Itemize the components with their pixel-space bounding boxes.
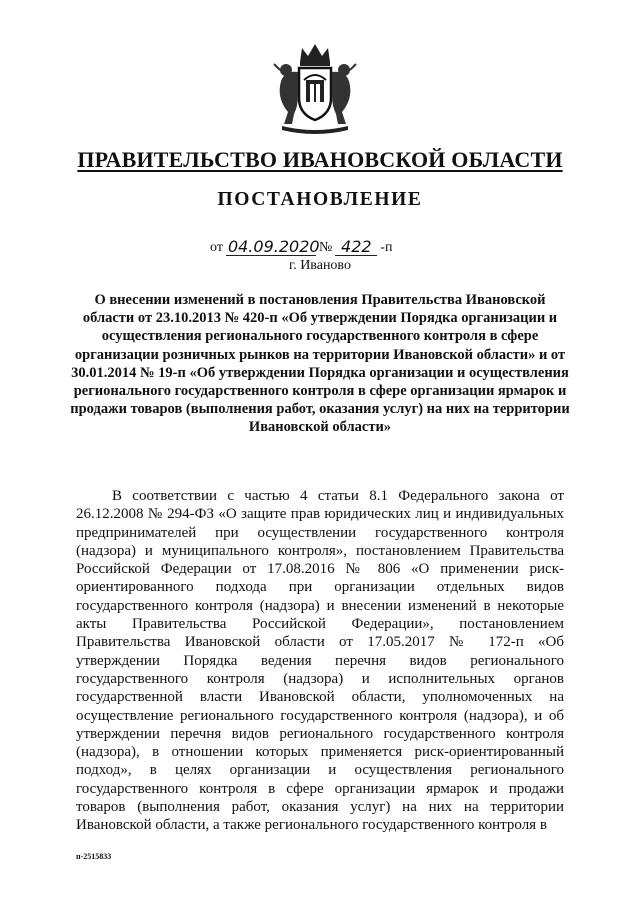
number-suffix: -п xyxy=(380,240,393,255)
date-prefix: от xyxy=(210,240,223,255)
number-sign: № xyxy=(318,240,333,255)
footer-code: п-2515833 xyxy=(76,852,112,861)
document-type: ПОСТАНОВЛЕНИЕ xyxy=(217,189,423,210)
date-number-line xyxy=(210,238,392,256)
city-label: г. Иваново xyxy=(289,258,351,273)
body-paragraph: В соответствии с частью 4 статьи 8.1 Федерального закона от 26.12.2008 № 294-ФЗ «О защите прав юридических лиц и индивидуальных предпринимателей при осуществлении государственного контроля (надзора) и муниципального контроля», постановлением Правительства Российской Федерации от 17.08.2016 № 806 «О применении риск-ориентированного подхода при организации отдельных видов государственного контроля (надзора) и внесении изменений в некоторые акты Правительства Российской Федерации», постановлением Правительства Ивановской области от 17.05.2017 № 172-п «Об утверждении Порядка ведения перечня видов регионального государственного контроля (надзора) и исполнительных органов государственной власти Ивановской области, уполномоченных на осуществление регионального государственного контроля (надзора), и об утверждении перечня видов регионального государственного контроля (надзора), в отношении которых применяется риск-ориентированный подход», в целях организации и осуществления регионального государственного контроля в сфере организации ярмарок и продажи товаров (выполнения работ, оказания услуг) на них на территории Ивановской области, а также регионального государственного контроля в xyxy=(76,488,564,834)
resolution-title: О внесении изменений в постановления Правительства Ивановской области от 23.10.2013 № 420-п «Об утверждении Порядка организации и осуществления регионального государственного контроля в сфере организации розничных рынков на территории Ивановской области» и от 30.01.2014 № 19-п «Об утверждении Порядка организации и осуществления регионального государственного контроля в сфере организации ярмарок и продажи товаров (выполнения работ, оказания услуг) на них на территории Ивановской области» xyxy=(70,292,570,436)
handwritten-number: 422 xyxy=(335,238,377,256)
coat-of-arms-emblem xyxy=(268,40,362,136)
handwritten-date: 04.09.2020 xyxy=(227,237,320,256)
government-title: ПРАВИТЕЛЬСТВО ИВАНОВСКОЙ ОБЛАСТИ xyxy=(77,147,563,172)
